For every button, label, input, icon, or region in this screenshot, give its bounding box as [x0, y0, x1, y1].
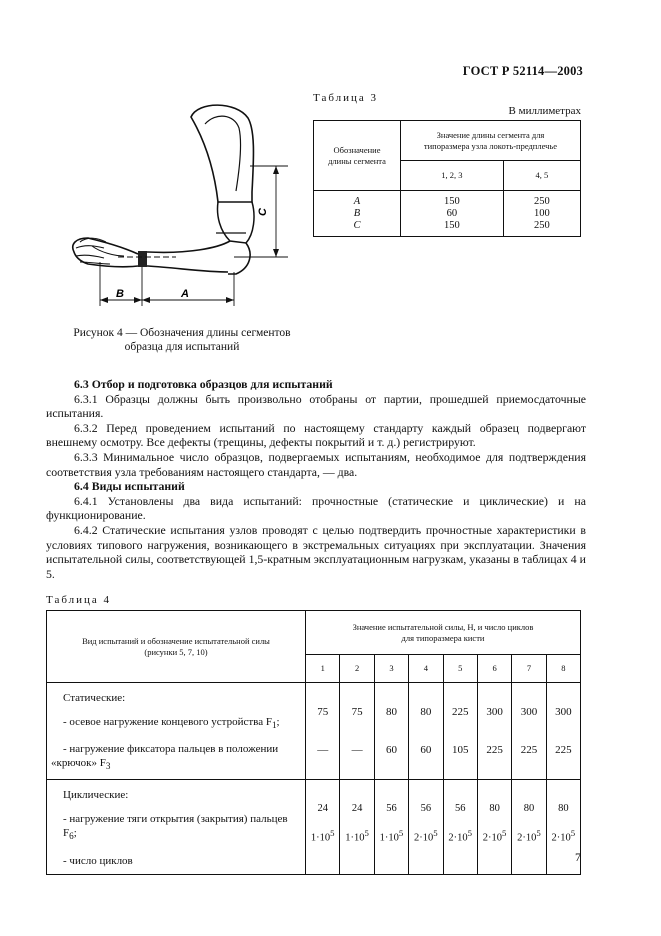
- dimension-lines: [100, 166, 288, 306]
- table-4-caption: Таблица 4: [46, 594, 112, 606]
- table-3-subheader: 4, 5: [503, 161, 580, 191]
- section-6-3: [46, 377, 586, 581]
- paragraph: 6.4.1 Установлены два вида испытаний: прочностные (статические и циклические) и на функционирование.: [46, 493, 586, 523]
- table-3-names: A B C: [314, 191, 401, 237]
- table-3-col-b: 250 100 250: [503, 191, 580, 237]
- figure-4-drawing: [58, 96, 298, 318]
- label-c: C: [257, 208, 269, 216]
- table-4-col1-header: Вид испытаний и обозначение испытательной силы (рисунки 5, 7, 10): [47, 611, 306, 683]
- section-heading: 6.3 Отбор и подготовка образцов для испытаний: [74, 377, 333, 391]
- paragraph: 6.3.1 Образцы должны быть произвольно отобраны от партии, прошедшей приемосдаточные испытания.: [46, 391, 586, 421]
- figure-caption: Рисунок 4 — Обозначения длины сегментов образца для испытаний: [73, 327, 291, 353]
- label-b: B: [116, 288, 124, 300]
- table-3-group-header: Значение длины сегмента для типоразмера узла локоть-предплечье: [401, 121, 581, 161]
- paragraph: 6.3.2 Перед проведением испытаний по настоящему стандарту каждый образец подвергают внешнему осмотру. Все дефекты (трещины, дефекты покрытий и т. д.) регистрируют.: [46, 420, 586, 450]
- document-id: ГОСТ Р 52114—2003: [462, 64, 583, 78]
- table-3-col1-header: Обозначение длины сегмента: [314, 121, 401, 191]
- page-number: 7: [575, 850, 581, 864]
- paragraph: 6.3.3 Минимальное число образцов, подвергаемых испытаниям, необходимое для подтверждения соответствия узла требованиям настоящего стандарта, — два.: [46, 449, 586, 479]
- table-3-subheader: 1, 2, 3: [401, 161, 504, 191]
- table-4: [46, 610, 581, 875]
- table-4-group-header: Значение испытательной силы, Н, и число циклов для типоразмера кисти: [306, 611, 581, 655]
- table-3-col-a: 150 60 150: [401, 191, 504, 237]
- table-3-caption: Таблица 3: [313, 92, 379, 104]
- prosthesis-outline: [73, 105, 254, 274]
- table-4-cyclic-block: Циклические: - нагружение тяги открытия (закрытия) пальцев $F_6$; - число циклов 24 $1\cdot 10^5$ 24 $1\cdot 10^5$ 56 $1\cdot 10^5$ 56 $2\cdot 10^5$ 56 $2\cdot 10^5$ 80 $2\cdot 10^5$ 80 $2\cdot 10^5$ 80 $2\cdot 10^5$: [47, 780, 581, 874]
- section-heading: 6.4 Виды испытаний: [74, 479, 185, 494]
- paragraph: 6.4.2 Статические испытания узлов проводят с целью подтвердить прочностные характеристики в условиях типового нагружения, возникающего в экстремальных ситуациях при эксплуатации. Значения испытательной силы, соответствующей 1,5-кратным эксплуатационным нагрузкам, указаны в таблицах 4 и 5.: [46, 522, 586, 581]
- table-4-static-block: Статические: - осевое нагружение концевого устройства $F_1$; - нагружение фиксатора пальцев в положении «крючок» $F_3$ 75 — 75 — 80 60 80 60 225 105 300 225 300 225 300 225: [47, 683, 581, 780]
- table-4-size-row: 1 2 3 4 5 6 7 8: [47, 655, 581, 683]
- label-a: A: [181, 288, 189, 300]
- table-3: [313, 120, 581, 237]
- table-3-unit: В миллиметрах: [508, 105, 581, 117]
